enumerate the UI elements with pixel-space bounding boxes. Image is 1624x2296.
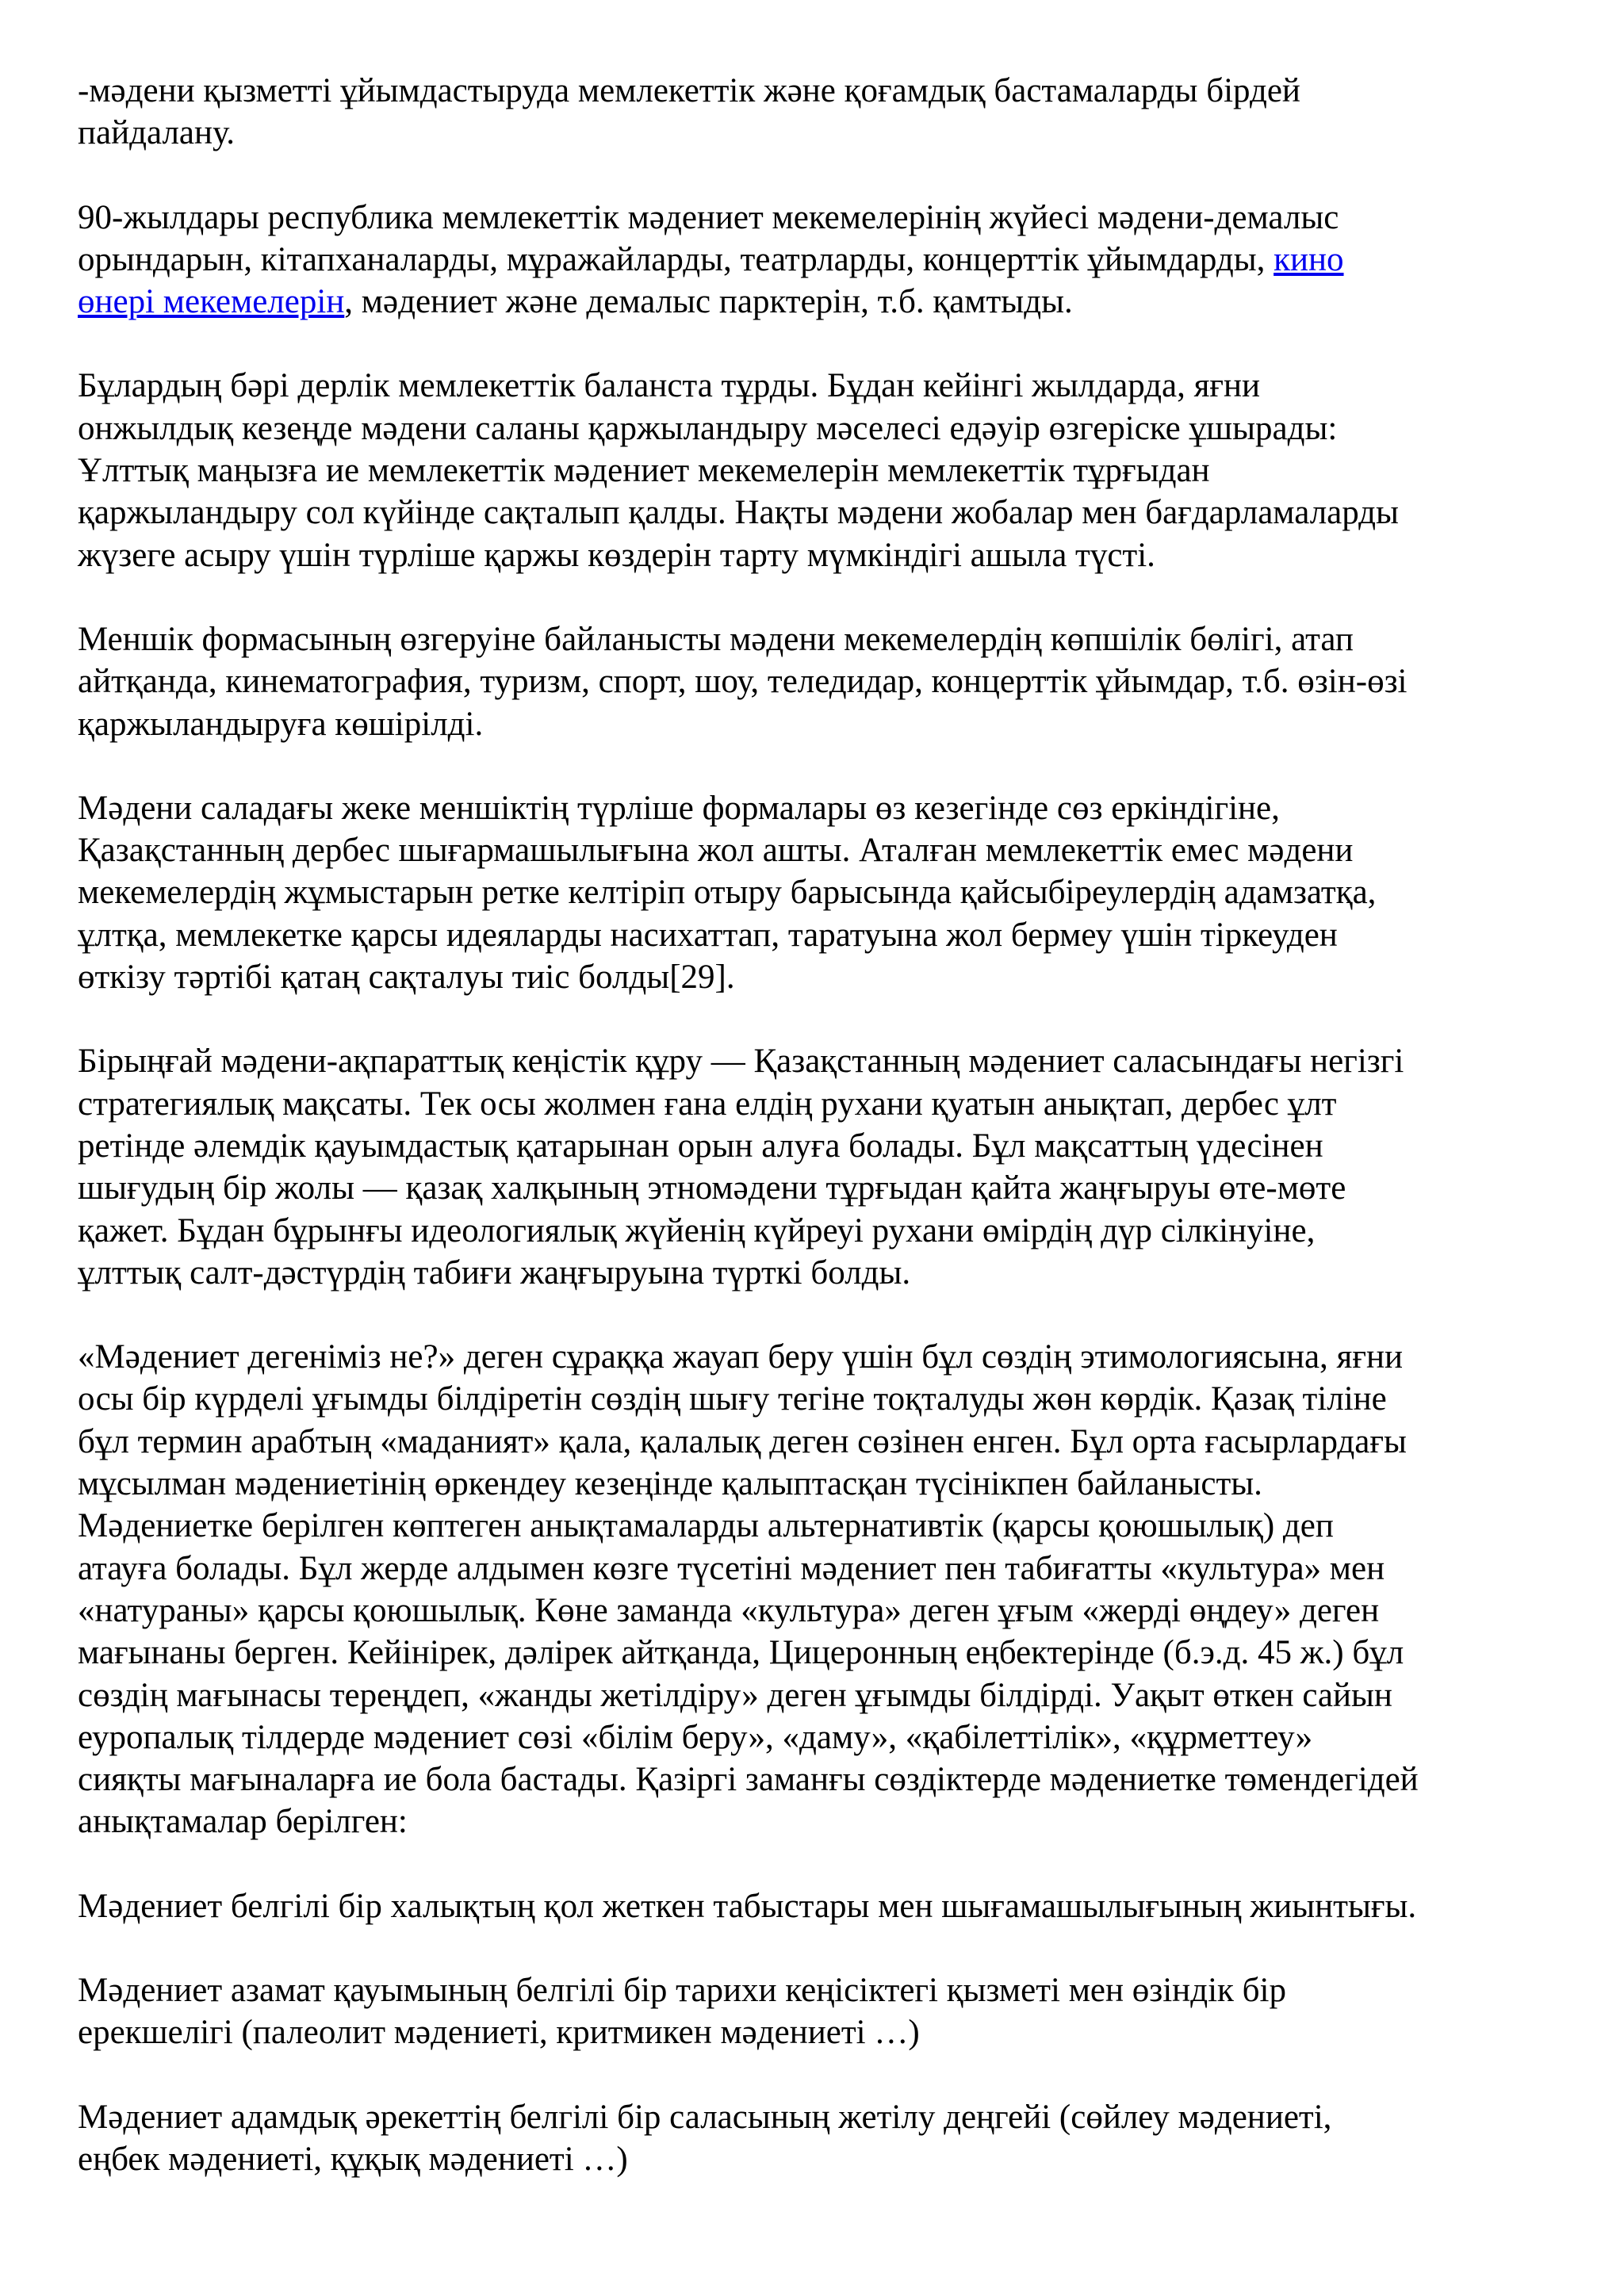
text-line: Бұлардың бәрі дерлік мемлекеттік баланста тұрды. Бұдан кейінгі жылдарда, яғни <box>78 367 1261 405</box>
text-line: еңбек мәдениеті, құқық мәдениеті …) <box>78 2140 628 2178</box>
text-line: Мәдениет адамдық әрекеттің белгілі бір саласының жетілу деңгейі (сөйлеу мәдениеті, <box>78 2098 1332 2136</box>
text-line: -мәдени қызметті ұйымдастыруда мемлекеттік және қоғамдық бастамаларды бірдей <box>78 72 1300 109</box>
text-line: стратегиялық мақсаты. Тек осы жолмен ғана елдің рухани қуатын анықтап, дербес ұлт <box>78 1085 1337 1123</box>
text-line: шығудың бір жолы — қазақ халқының этномәдени тұрғыдан қайта жаңғыруы өте-мөте <box>78 1169 1346 1207</box>
text-line: Ұлттық маңызға ие мемлекеттік мәдениет мекемелерін мемлекеттік тұрғыдан <box>78 452 1210 490</box>
text-line: осы бір күрделі ұғымды білдіретін сөздің шығу тегіне тоқталуды жөн көрдік. Қазақ тіліне <box>78 1380 1387 1418</box>
text-line: «Мәдениет дегеніміз не?» деген сұраққа жауап беру үшін бұл сөздің этимологиясына, яғни <box>78 1338 1403 1376</box>
text-line: ұлтқа, мемлекетке қарсы идеяларды насихаттап, таратуына жол бермеу үшін тіркеуден <box>78 916 1338 954</box>
text-line: анықтамалар берілген: <box>78 1803 408 1841</box>
paragraph-10 <box>78 2096 1596 2181</box>
text-line: ерекшелігі (палеолит мәдениеті, критмикен мәдениеті …) <box>78 2014 920 2052</box>
text-line: онжылдық кезеңде мәдени саланы қаржыландыру мәселесі едәуір өзгеріске ұшырады: <box>78 409 1338 447</box>
cinema-institutions-link-continued[interactable]: өнері мекемелерін <box>78 283 345 321</box>
text-line: мұсылман мәдениетінің өркендеу кезеңінде қалыптасқан түсінікпен байланысты. <box>78 1465 1262 1503</box>
text-segment: орындарын, кітапханаларды, мұражайларды, театрларды, концерттік ұйымдарды, <box>78 240 1274 278</box>
text-line: Мәдени саладағы жеке меншіктің түрліше формалары өз кезегінде сөз еркіндігіне, <box>78 789 1280 827</box>
text-line: Мәдениетке берілген көптеген анықтамаларды альтернативтік (қарсы қоюшылық) деп <box>78 1507 1334 1545</box>
text-segment: , мәдениет және демалыс парктерін, т.б. қамтыды. <box>344 283 1073 321</box>
text-line: пайдалану. <box>78 114 235 152</box>
text-line: мекемелердің жұмыстарын ретке келтіріп отыру барысында қайсыбіреулердің адамзатқа, <box>78 874 1377 912</box>
text-line: қаржыландыруға көшірілді. <box>78 705 484 743</box>
paragraph-4 <box>78 618 1596 745</box>
text-line: Қазақстанның дербес шығармашылығына жол ашты. Аталған мемлекеттік емес мәдени <box>78 832 1354 870</box>
text-line: ұлттық салт-дәстүрдің табиғи жаңғыруына түрткі болды. <box>78 1253 911 1292</box>
paragraph-7 <box>78 1336 1596 1843</box>
text-line: еуропалық тілдерде мәдениет сөзі «білім беру», «даму», «қабілеттілік», «құрметтеу» <box>78 1718 1313 1756</box>
paragraph-8 <box>78 1885 1596 1927</box>
text-line: қажет. Бұдан бұрынғы идеологиялық жүйенің күйреуі рухани өмірдің дүр сілкінуіне, <box>78 1211 1316 1249</box>
text-line: Мәдениет белгілі бір халықтың қол жеткен табыстары мен шығамашылығының жиынтығы. <box>78 1887 1417 1925</box>
text-line: мағынаны берген. Кейінірек, дәлірек айтқанда, Цицеронның еңбектерінде (б.э.д. 45 ж.) бұл <box>78 1634 1404 1672</box>
cinema-institutions-link[interactable]: кино <box>1274 240 1344 278</box>
text-line: ретінде әлемдік қауымдастық қатарынан орын алуға болады. Бұл мақсаттың үдесінен <box>78 1127 1323 1165</box>
text-line: сөздің мағынасы тереңдеп, «жанды жетілдіру» деген ұғымды білдірді. Уақыт өткен сайын <box>78 1676 1392 1714</box>
document-body <box>78 70 1596 2222</box>
text-line: өткізу тәртібі қатаң сақталуы тиіс болды[29]. <box>78 959 735 997</box>
text-line: айтқанда, кинематография, туризм, спорт, шоу, теледидар, концерттік ұйымдар, т.б. өзін-өзі <box>78 663 1408 701</box>
paragraph-1 <box>78 70 1596 155</box>
paragraph-3 <box>78 365 1596 576</box>
text-line: атауға болады. Бұл жерде алдымен көзге түсетіні мәдениет пен табиғатты «культура» мен <box>78 1549 1385 1587</box>
paragraph-2 <box>78 197 1596 323</box>
text-line: Мәдениет азамат қауымының белгілі бір тарихи кеңісіктегі қызметі мен өзіндік бір <box>78 1971 1286 2009</box>
text-line: қаржыландыру сол күйінде сақталып қалды. Нақты мәдени жобалар мен бағдарламаларды <box>78 494 1399 532</box>
text-line: Меншік формасының өзгеруіне байланысты мәдени мекемелердің көпшілік бөлігі, атап <box>78 620 1354 658</box>
text-line: сияқты мағыналарға ие бола бастады. Қазіргі заманғы сөздіктерде мәдениетке төмендегідей <box>78 1761 1419 1799</box>
text-line: жүзеге асыру үшін түрліше қаржы көздерін тарту мүмкіндігі ашыла түсті. <box>78 536 1155 574</box>
text-line <box>78 281 1596 323</box>
text-line <box>78 239 1596 281</box>
text-line: 90-жылдары республика мемлекеттік мәдениет мекемелерінің жүйесі мәдени-демалыс <box>78 198 1339 236</box>
paragraph-6 <box>78 1040 1596 1294</box>
text-line: Бірыңғай мәдени-ақпараттық кеңістік құру — Қазақстанның мәдениет саласындағы негізгі <box>78 1043 1404 1081</box>
paragraph-9 <box>78 1969 1596 2054</box>
text-line: «натураны» қарсы қоюшылық. Көне заманда «культура» деген ұғым «жерді өңдеу» деген <box>78 1591 1380 1629</box>
paragraph-5 <box>78 787 1596 998</box>
text-line: бұл термин арабтың «маданият» қала, қалалық деген сөзінен енген. Бұл орта ғасырлардағы <box>78 1422 1407 1460</box>
